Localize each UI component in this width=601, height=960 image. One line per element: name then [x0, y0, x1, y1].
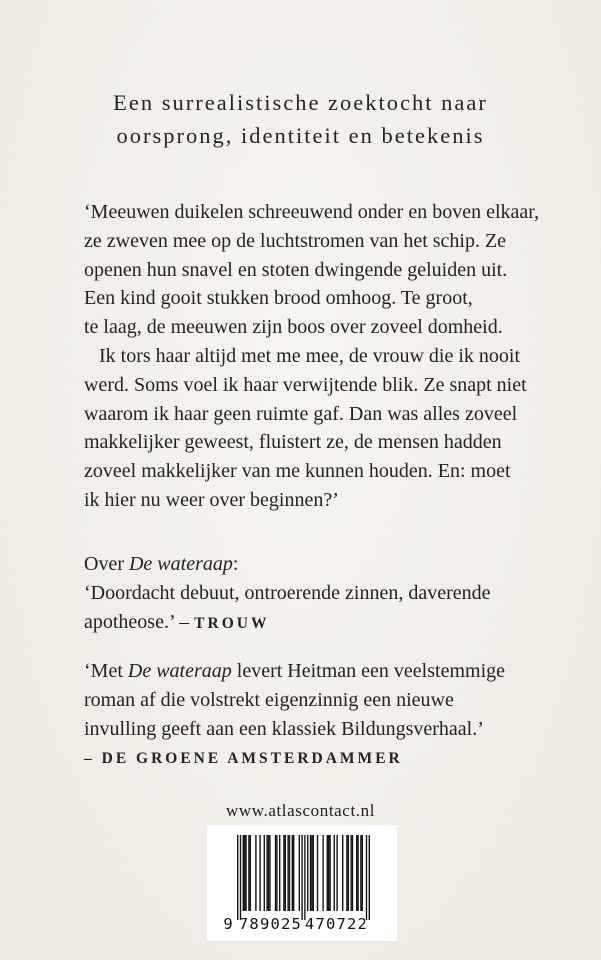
text-segment: oorsprong, identiteit en betekenis — [116, 123, 485, 148]
barcode-bar — [328, 835, 329, 911]
text-segment: roman af die volstrekt eigenzinnig een nieuwe — [84, 688, 454, 711]
barcode-bar — [322, 835, 323, 911]
text-line — [84, 227, 539, 256]
barcode-bar — [293, 835, 294, 911]
barcode-bar — [285, 835, 286, 911]
tagline — [0, 86, 601, 152]
barcode-bar — [327, 835, 328, 911]
barcode-bar — [299, 835, 300, 911]
barcode-right-digits: 470722 — [304, 915, 369, 933]
barcode-bar — [243, 835, 244, 911]
barcode-bar — [357, 835, 358, 911]
text-line — [84, 256, 539, 285]
text-line — [84, 198, 539, 227]
barcode-bar — [369, 835, 370, 920]
barcode-bar — [352, 835, 353, 911]
barcode-bar — [366, 835, 367, 920]
text-line — [84, 342, 539, 371]
text-line — [84, 313, 539, 342]
text-segment: ze zweven mee op de luchtstromen van het schip. Ze — [84, 229, 507, 252]
barcode-bar — [287, 835, 288, 911]
review-quote-groene-amsterdammer — [84, 657, 505, 774]
text-segment: apotheose.’ – — [84, 610, 195, 633]
text-segment: makkelijker geweest, fluistert ze, de mensen hadden — [84, 431, 502, 454]
barcode-bar — [289, 835, 290, 911]
barcode-bar — [266, 835, 267, 911]
text-line — [84, 743, 505, 774]
text-line — [0, 86, 601, 119]
text-segment: invulling geeft aan een klassiek Bildungsverhaal.’ — [84, 717, 484, 740]
text-segment: te laag, de meeuwen zijn boos over zoveel domheid. — [84, 316, 503, 339]
barcode-bar — [313, 835, 314, 911]
barcode-bar — [259, 835, 260, 911]
text-line — [84, 608, 491, 639]
barcode-bar — [336, 835, 337, 911]
barcode-bar — [245, 835, 246, 911]
text-line — [84, 657, 505, 686]
text-line — [84, 284, 539, 313]
barcode-bar — [346, 835, 347, 911]
text-line — [0, 119, 601, 152]
barcode-panel — [207, 825, 397, 941]
text-segment: De wateraap — [128, 553, 233, 575]
barcode-bar — [311, 835, 312, 911]
barcode-bar — [360, 835, 361, 911]
barcode-bar — [248, 835, 249, 911]
text-segment: Een surrealistische zoektocht naar — [113, 90, 488, 115]
text-segment: Een kind gooit stukken brood omhoog. Te groot, — [84, 287, 473, 310]
barcode-bar — [255, 835, 256, 911]
text-segment: – DE GROENE AMSTERDAMMER — [84, 750, 403, 768]
text-line — [84, 486, 539, 515]
barcode-bar — [317, 835, 318, 911]
barcode-bar — [237, 835, 238, 920]
barcode-bar — [240, 835, 241, 920]
review-quote-trouw — [84, 550, 491, 638]
text-line — [84, 457, 539, 486]
barcode-first-digit: 9 — [223, 915, 233, 933]
barcode-bar — [334, 835, 335, 911]
barcode-bar — [329, 835, 330, 911]
text-segment: Ik tors haar altijd met me mee, de vrouw die ik nooit — [99, 344, 520, 367]
barcode-bar — [276, 835, 277, 911]
barcode-bars — [237, 835, 370, 920]
barcode-bar — [250, 835, 251, 911]
text-segment: werd. Soms voel ik haar verwijtende blik. Ze snapt niet — [84, 373, 527, 396]
barcode-bar — [268, 835, 269, 911]
barcode-bar — [310, 835, 311, 911]
barcode — [207, 825, 397, 941]
text-segment: Over — [84, 553, 129, 575]
text-segment: openen hun snavel en stoten dwingende geluiden uit. — [84, 258, 508, 281]
text-segment: ‘Met — [84, 660, 128, 682]
text-line — [84, 715, 505, 744]
text-segment: : — [232, 553, 239, 575]
barcode-bar — [292, 835, 293, 911]
text-line — [84, 550, 491, 579]
text-segment: levert Heitman een veelstemmige — [231, 660, 506, 682]
text-line — [84, 686, 505, 715]
barcode-bar — [356, 835, 357, 911]
text-segment: De wateraap — [127, 660, 232, 682]
text-segment: zoveel makkelijker van me kunnen houden. En: moet — [84, 460, 511, 483]
text-line — [84, 400, 539, 429]
barcode-bar — [301, 835, 302, 920]
barcode-bar — [244, 835, 245, 911]
barcode-bar — [348, 835, 349, 911]
text-segment: ik hier nu weer over beginnen?’ — [84, 488, 339, 511]
text-segment: ‘Meeuwen duikelen schreeuwend onder en boven elkaar, — [84, 201, 540, 223]
barcode-bar — [362, 835, 363, 911]
text-line — [84, 371, 539, 400]
text-line — [84, 428, 539, 457]
publisher-website-url: www.atlascontact.nl — [225, 801, 376, 820]
barcode-bar — [264, 835, 265, 911]
barcode-bar — [342, 835, 343, 911]
barcode-bar — [350, 835, 351, 911]
barcode-bar — [275, 835, 276, 911]
excerpt-quote — [84, 198, 539, 515]
barcode-left-digits: 789025 — [238, 915, 303, 933]
barcode-bar — [307, 835, 308, 911]
text-segment: waarom ik haar geen ruimte gaf. Dan was alles zoveel — [84, 402, 518, 425]
text-segment: ‘Doordacht debuut, ontroerende zinnen, daverende — [84, 581, 491, 604]
barcode-bar — [279, 835, 280, 911]
barcode-bar — [304, 835, 305, 920]
text-segment: TROUW — [194, 614, 270, 632]
barcode-bar — [269, 835, 270, 911]
barcode-bar — [283, 835, 284, 911]
text-line — [84, 579, 491, 608]
